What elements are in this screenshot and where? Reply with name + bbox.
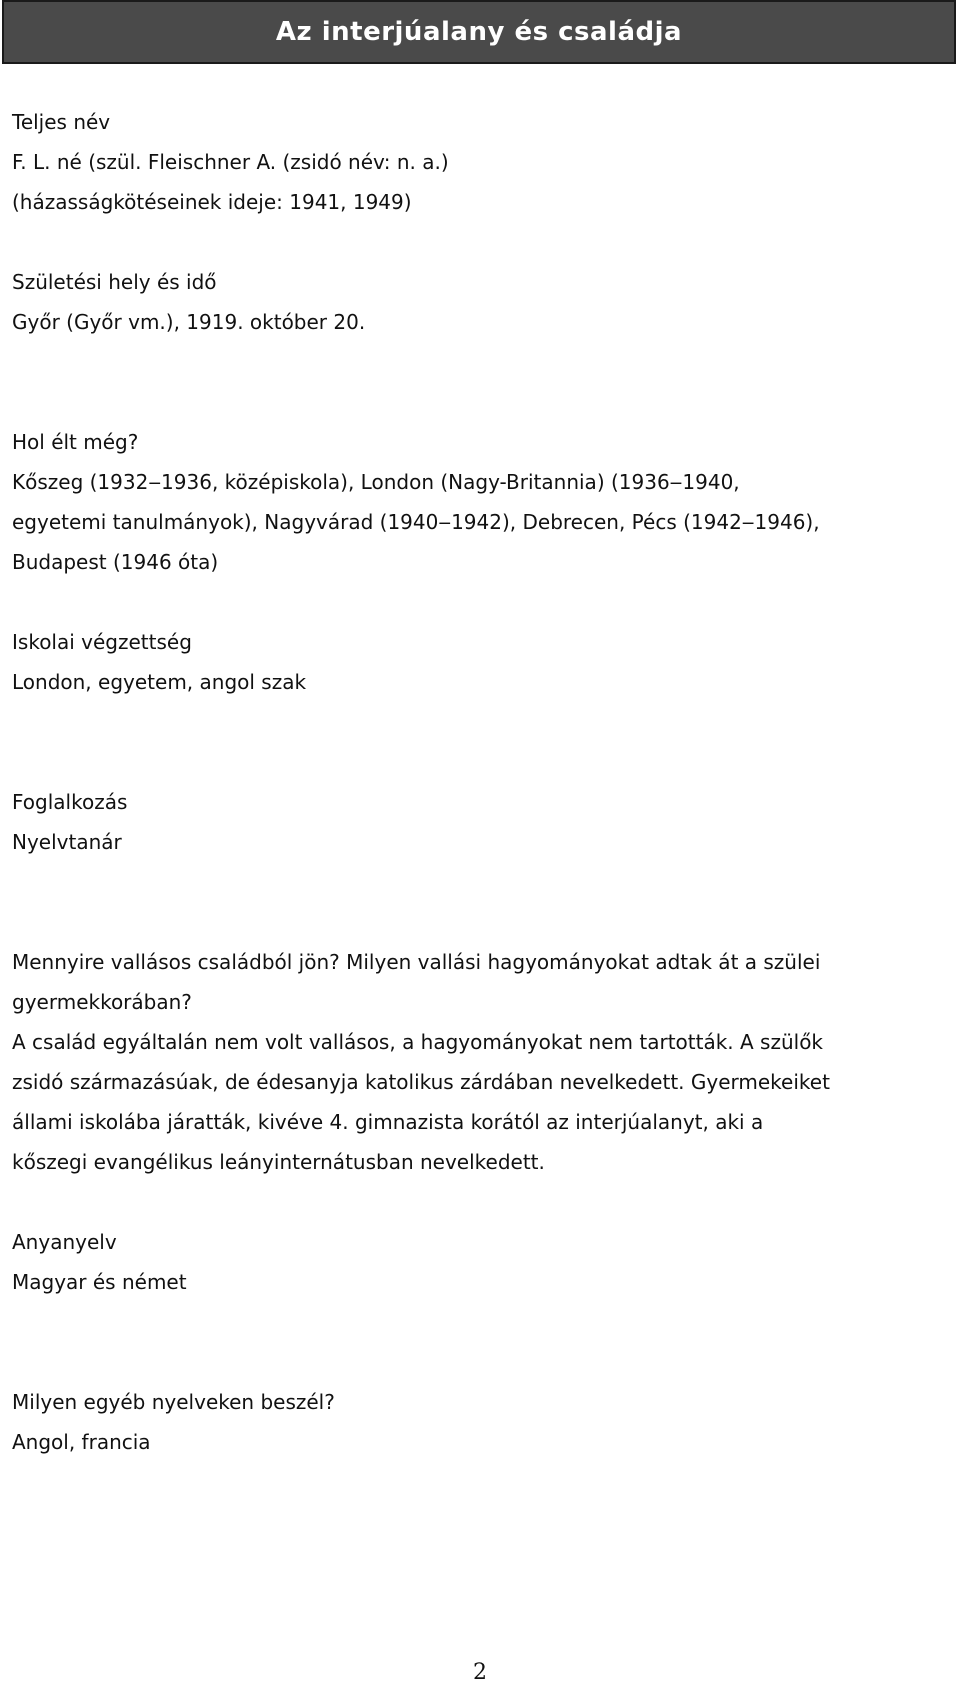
field-label: Anyanyelv [12, 1230, 117, 1254]
field-label: Teljes név [12, 110, 111, 134]
section-title: Az interjúalany és családja [275, 17, 683, 47]
field-birth [12, 262, 942, 342]
field-question: gyermekkorában? [12, 990, 192, 1014]
field-answer: állami iskolába járatták, kivéve 4. gimnazista korától az interjúalanyt, aki a [12, 1110, 764, 1134]
field-value: Nyelvtanár [12, 830, 122, 854]
field-answer: kőszegi evangélikus leányinternátusban nevelkedett. [12, 1150, 545, 1174]
field-value: Kőszeg (1932‒1936, középiskola), London (Nagy-Britannia) (1936‒1940, [12, 470, 740, 494]
field-full-name [12, 102, 942, 222]
field-label: Milyen egyéb nyelveken beszél? [12, 1390, 335, 1414]
field-value: (házasságkötéseinek ideje: 1941, 1949) [12, 190, 412, 214]
document-body [12, 102, 942, 1462]
field-value: egyetemi tanulmányok), Nagyvárad (1940‒1942), Debrecen, Pécs (1942‒1946), [12, 510, 820, 534]
field-occupation [12, 782, 942, 862]
field-value: F. L. né (szül. Fleischner A. (zsidó név: n. a.) [12, 150, 449, 174]
field-religion [12, 942, 942, 1182]
field-value: London, egyetem, angol szak [12, 670, 307, 694]
page-number: 2 [473, 1660, 487, 1685]
field-label: Születési hely és idő [12, 270, 217, 294]
spacer [12, 222, 942, 262]
field-mother-tongue [12, 1222, 942, 1302]
spacer [12, 582, 942, 622]
field-question: Mennyire vallásos családból jön? Milyen vallási hagyományokat adtak át a szülei [12, 950, 821, 974]
field-education [12, 622, 942, 702]
field-answer: zsidó származásúak, de édesanyja katolikus zárdában nevelkedett. Gyermekeiket [12, 1070, 830, 1094]
field-value: Angol, francia [12, 1430, 151, 1454]
spacer [12, 702, 942, 782]
spacer [12, 342, 942, 422]
field-value: Magyar és német [12, 1270, 187, 1294]
field-other-languages [12, 1382, 942, 1462]
field-label: Hol élt még? [12, 430, 139, 454]
spacer [12, 1302, 942, 1382]
field-label: Foglalkozás [12, 790, 128, 814]
field-answer: A család egyáltalán nem volt vallásos, a hagyományokat nem tartották. A szülők [12, 1030, 824, 1054]
field-label: Iskolai végzettség [12, 630, 192, 654]
field-residence [12, 422, 942, 582]
field-value: Győr (Győr vm.), 1919. október 20. [12, 310, 366, 334]
spacer [12, 1182, 942, 1222]
spacer [12, 862, 942, 942]
field-value: Budapest (1946 óta) [12, 550, 219, 574]
section-header-bar [2, 0, 956, 64]
